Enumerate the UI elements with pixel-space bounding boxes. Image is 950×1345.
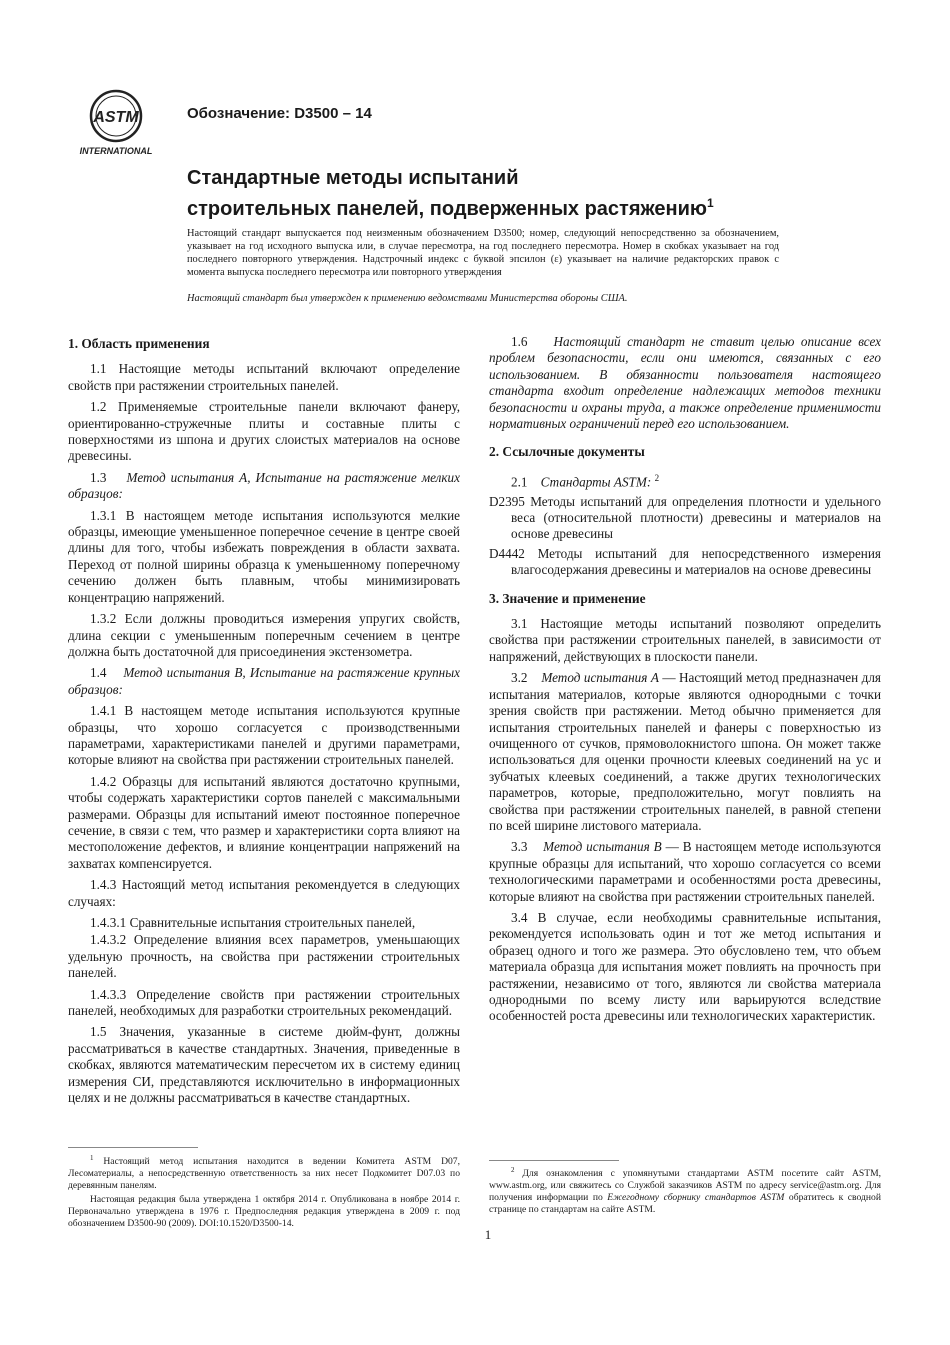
para-1-4-3-1: 1.4.3.1 Сравнительные испытания строительных панелей, (90, 915, 416, 930)
para-3-1: 3.1 Настоящие методы испытаний позволяют определить свойства при растяжении строительных панелей, в зависимости от напряжений, действующих в плоскости панели. (489, 616, 881, 664)
para-1-4: 1.4 Метод испытания B, Испытание на растяжение крупных образцов: (68, 665, 461, 697)
section-3-heading: 3. Значение и применение (489, 590, 646, 606)
page-number: 1 (484, 1227, 492, 1242)
para-1-3-1: 1.3.1 В настоящем методе испытания используются мелкие образцы, имеющие уменьшенное поперечное сечение в центре своей длины для того, чтобы избежать повреждения в области захвата. Переход от полной ширины образца к уменьшенному поперечному сечению должен быть плавным, чтобы минимизировать концентрацию напряжений. (68, 507, 460, 605)
para-3-2: 3.2 Метод испытания A — Настоящий метод предназначен для испытания материалов, которые являются однородными с точки зрения свойств при растяжении. Метод обычно применяется для испытания строительных панелей и фанеры с поверхностью из очищенного от сучков, прямоволокнистого шпона. Он может также использоваться для оценки прочности клеевых соединений на ус и зубчатых клеевых соединений, а также других технологических параметров, которые, предположительно, могут повлиять на свойства при растяжении строительных панелей, в равной степени по всей ширине листового материала. (489, 670, 881, 833)
preface-note: Настоящий стандарт выпускается под неизменным обозначением D3500; номер, следующий непосредственно за обозначением, указывает на год исходного выпуска или, в случае пересмотра, на год последнего пересмотра. Номер в скобках указывает на год последнего повторного утверждения. Надстрочный индекс с буквой эпсилон (ε) указывает на наличие редакторских правок с момента выпуска последнего пересмотра или повторного утверждения (187, 228, 779, 278)
approval-note: Настоящий стандарт был утвержден к применению ведомствами Министерства обороны США. (187, 293, 628, 304)
footnote-2 (489, 1164, 881, 1218)
section-1-heading: 1. Область применения (68, 336, 210, 351)
footnote-1-b: Настоящая редакция была утверждена 1 октября 2014 г. Опубликована в ноябре 2014 г. Первоначально утверждена в 1976 г. Предпоследняя редакция утверждена в 2009 г. под обозначением D3500-90 (2009). DOI:10.1520/D3500-14. (68, 1194, 460, 1230)
para-1-1: 1.1 Настоящие методы испытаний включают определение свойств при растяжении строительных панелей. (68, 361, 460, 393)
right-column (489, 334, 881, 1030)
logo-subtext: INTERNATIONAL (79, 146, 153, 156)
para-1-5: 1.5 Значения, указанные в системе дюйм-фунт, должны рассматриваться в качестве стандартных. Значения, приведенные в скобках, являются математическим пересчетом их в систему единиц измерения СИ, представляются исключительно в информационных целях и не должны рассматриваться в качестве стандартных. (68, 1024, 460, 1106)
para-1-2: 1.2 Применяемые строительные панели включают фанеру, ориентированно-стружечные плиты и составные плиты с поверхностями из шпона и других слоистых материалов на основе древесины. (68, 399, 460, 464)
footnote-rule-left (68, 1147, 198, 1148)
designation: Обозначение: D3500 – 14 (187, 105, 372, 122)
footnote-1-a: $^1$ Настоящий метод испытания находится в ведении Комитета ASTM D07, Лесоматериалы, а непосредственную ответственность за них несет Подкомитет D07.03 по деревянным панелям. (68, 1154, 460, 1192)
astm-logo-icon (76, 88, 156, 158)
document-title (187, 166, 827, 222)
para-3-3: 3.3 Метод испытания B — В настоящем методе используются крупные образцы для испытаний, что хорошо согласуется со всеми технологическими параметрами и особенностями роста древесины, которые влияют на свойства при растяжении строительных панелей. (489, 839, 881, 904)
title-footnote-mark[interactable]: 1 (707, 196, 714, 210)
para-1-4-3-3: 1.4.3.3 Определение свойств при растяжении строительных панелей, необходимых для разработки строительных рекомендаций. (68, 986, 460, 1019)
title-line-1: Стандартные методы испытаний (187, 167, 519, 189)
footnote-2-text: $^2$ Для ознакомления с упомянутыми стандартами ASTM посетите сайт ASTM, www.astm.org, или свяжитесь со Службой заказчиков ASTM по адресу service@astm.org. Для получения информации по Ежегодному сборнику стандартов ASTM обратитесь к сводной странице по стандартам на сайте ASTM. (489, 1166, 881, 1216)
para-3-4: 3.4 В случае, если необходимы сравнительные испытания, рекомендуется использовать один и тот же метод испытания и образец одного и того же размера. Это обусловлено тем, что объем материала образца для испытания может повлиять на прочность при растяжении, независимо от того, являются ли свойства материала однородными по всему листу или варьируются вследствие особенностей роста древесины или технологических характеристик. (489, 909, 881, 1024)
reference-d4442[interactable]: D4442 Методы испытаний для непосредственного измерения влагосодержания древесины и материалов на основе древесины (489, 545, 881, 578)
para-1-6: 1.6 Настоящий стандарт не ставит целью описание всех проблем безопасности, если они имеются, связанных с его использованием. В обязанности пользователя настоящего стандарта входит определение надлежащих методов техники безопасности и охраны труда, а также определение применимости нормативных ограничений перед его использованием. (489, 334, 882, 432)
reference-d2395[interactable]: D2395 Методы испытаний для определения плотности и удельного веса (относительной плотности) древесины и материалов на основе древесины (489, 493, 881, 542)
para-1-3: 1.3 Метод испытания A, Испытание на растяжение мелких образцов: (68, 469, 460, 502)
title-line-2: строительных панелей, подверженных растяжению$^1$ (187, 196, 714, 220)
section-2-heading: 2. Ссылочные документы (489, 444, 645, 460)
para-1-4-2: 1.4.2 Образцы для испытаний являются достаточно крупными, чтобы содержать характеристики сортов панелей с максимальными размерами. Образцы для испытаний имеют постоянное поперечное сечение, в связи с тем, что размер и характеристики сорта влияют на местоположение дефектов, и влияние концентрации напряжений на захватах компенсируется. (68, 773, 460, 871)
left-column (68, 336, 460, 1111)
astm-logo (76, 88, 156, 158)
footnote-rule-right (489, 1160, 619, 1161)
logo-text: ASTM (93, 109, 139, 126)
para-2-1: 2.1 Стандарты ASTM: $^2$ (511, 472, 660, 490)
para-1-3-2: 1.3.2 Если должны проводиться измерения упругих свойств, длина секции с уменьшенным поперечным сечением в центре должна быть достаточной для присоединения экстензометра. (68, 611, 460, 659)
para-1-4-3-2: 1.4.3.2 Определение влияния всех параметров, уменьшающих удельную прочность, на свойства при растяжении строительных панелей. (68, 932, 460, 981)
para-1-4-3: 1.4.3 Настоящий метод испытания рекомендуется в следующих случаях: (68, 877, 460, 909)
footnote-1 (68, 1152, 460, 1232)
para-1-4-1: 1.4.1 В настоящем методе испытания используются крупные образцы, что хорошо согласуется с производственными параметрами, характеристиками панелей и другими параметрами, которые влияют на свойства при растяжении строительных панелей. (68, 703, 460, 768)
